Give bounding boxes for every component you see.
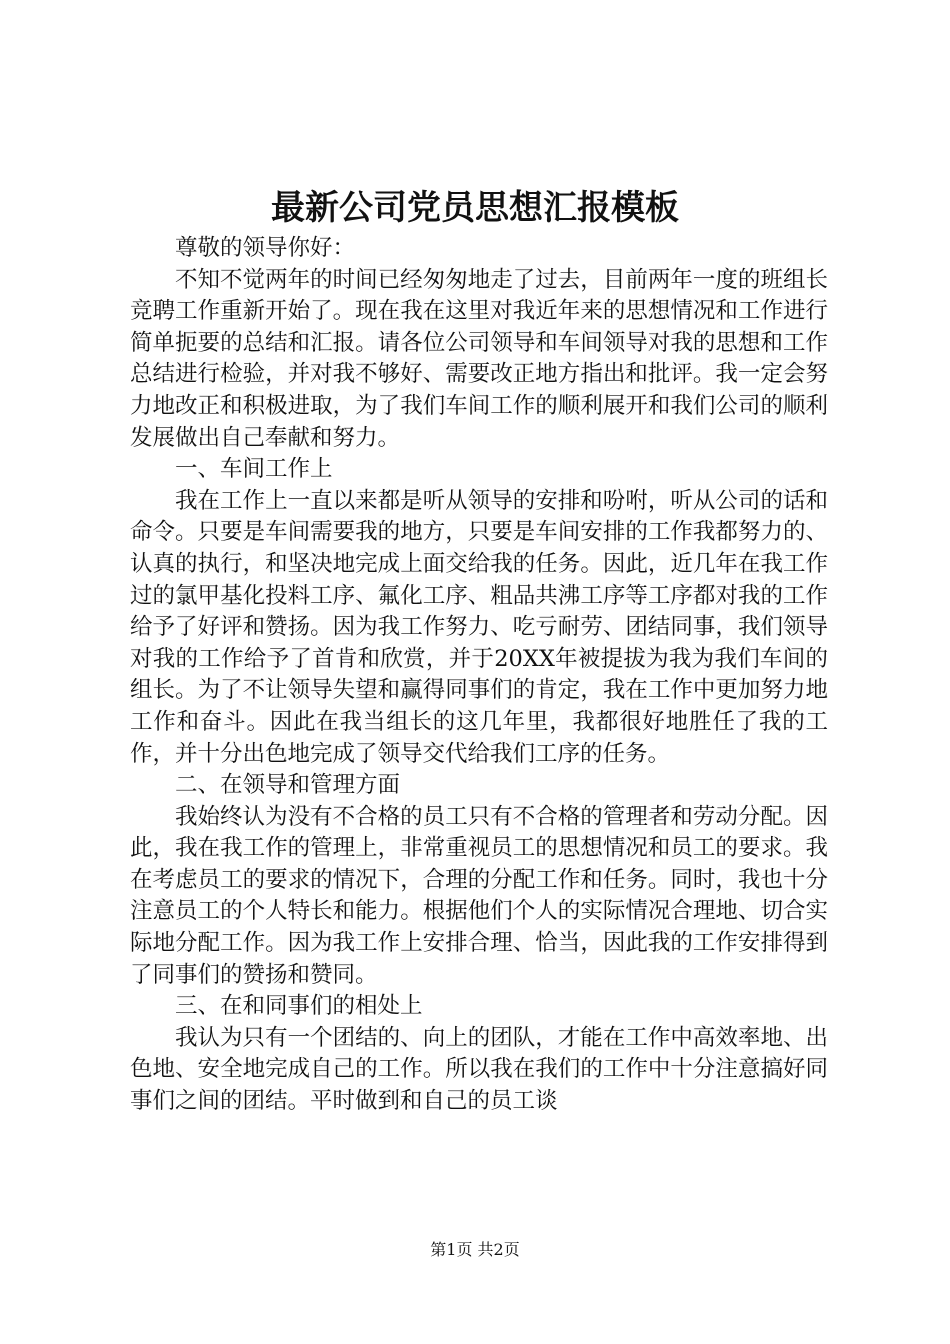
colleagues-paragraph: 我认为只有一个团结的、向上的团队，才能在工作中高效率地、出色地、安全地完成自己的工作。所以我在我们的工作中十分注意搞好同事们之间的团结。平时做到和自己的员工谈	[130, 1024, 828, 1115]
intro-paragraph: 不知不觉两年的时间已经匆匆地走了过去，目前两年一度的班组长竞聘工作重新开始了。现在我在这里对我近年来的思想情况和工作进行简单扼要的总结和汇报。请各位公司领导和车间领导对我的思想和工作总结进行检验，并对我不够好、需要改正地方指出和批评。我一定会努力地改正和积极进取，为了我们车间工作的顺利展开和我们公司的顺利发展做出自己奉献和努力。	[130, 266, 828, 451]
section-heading-workshop: 一、车间工作上	[175, 456, 333, 483]
section-heading-management: 二、在领导和管理方面	[175, 772, 401, 799]
management-paragraph: 我始终认为没有不合格的员工只有不合格的管理者和劳动分配。因此，我在我工作的管理上，非常重视员工的思想情况和员工的要求。我在考虑员工的要求的情况下，合理的分配工作和任务。同时，我也十分注意员工的个人特长和能力。根据他们个人的实际情况合理地、切合实际地分配工作。因为我工作上安排合理、恰当，因此我的工作安排得到了同事们的赞扬和赞同。	[130, 803, 828, 988]
workshop-paragraph: 我在工作上一直以来都是听从领导的安排和吩咐，听从公司的话和命令。只要是车间需要我的地方，只要是车间安排的工作我都努力的、认真的执行，和坚决地完成上面交给我的任务。因此，近几年在我工作过的氯甲基化投料工序、氟化工序、粗品共沸工序等工序都对我的工作给予了好评和赞扬。因为我工作努力、吃亏耐劳、团结同事，我们领导对我的工作给予了首肯和欣赏，并于20XX年被提拔为我为我们车间的组长。为了不让领导失望和赢得同事们的肯定，我在工作中更加努力地工作和奋斗。因此在我当组长的这几年里，我都很好地胜任了我的工作，并十分出色地完成了领导交代给我们工序的任务。	[130, 487, 828, 767]
page-footer: 第1页 共2页	[430, 1240, 520, 1259]
section-heading-colleagues: 三、在和同事们的相处上	[175, 993, 423, 1020]
document-body	[130, 233, 828, 1118]
document-title: 最新公司党员思想汇报模板	[271, 188, 679, 228]
greeting-paragraph: 尊敬的领导你好：	[175, 235, 356, 261]
